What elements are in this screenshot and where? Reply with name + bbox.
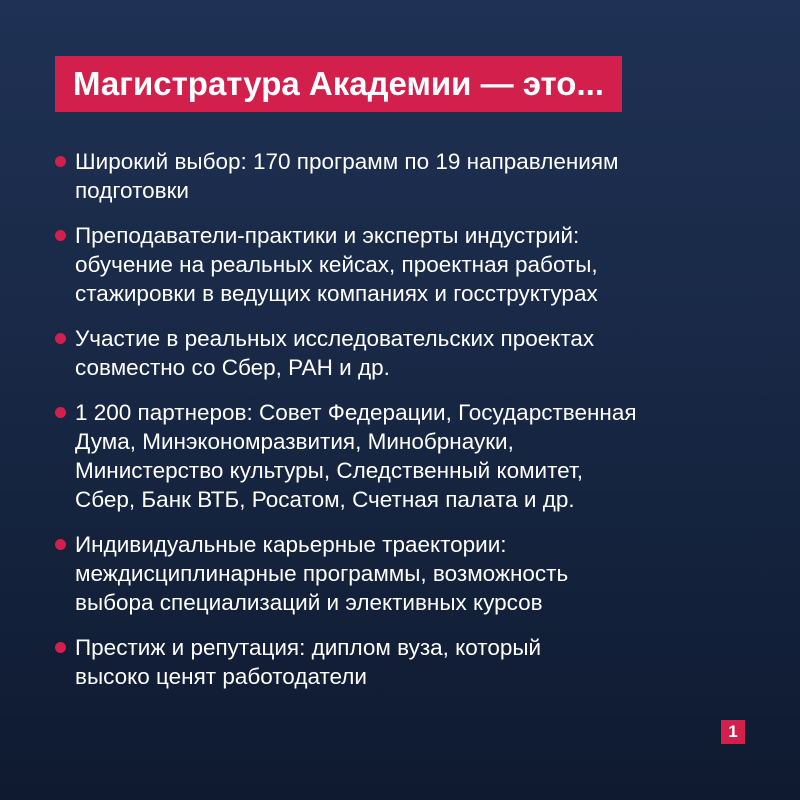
list-item [55,530,755,617]
page-title: Магистратура Академии — это... [73,65,604,102]
benefits-list [55,147,755,707]
list-item-text: Широкий выбор: 170 программ по 19 направлениям подготовки [75,149,619,203]
bullet-dot-icon [55,230,66,241]
list-item [55,221,755,308]
title-banner [55,56,622,112]
list-item [55,147,755,205]
list-item [55,324,755,382]
list-item-text: Участие в реальных исследовательских проектах совместно со Сбер, РАН и др. [75,326,595,380]
page-number-badge: 1 [721,720,745,744]
list-item-text: Престиж и репутация: диплом вуза, который высоко ценят работодатели [75,635,542,689]
list-item [55,398,755,514]
bullet-dot-icon [55,407,66,418]
list-item-text: Преподаватели-практики и эксперты индустрий: обучение на реальных кейсах, проектная работы, стажировки в ведущих компаниях и госструктурах [75,223,598,306]
list-item [55,633,755,691]
list-item-text: Индивидуальные карьерные траектории: междисциплинарные программы, возможность выбора специализаций и элективных курсов [75,532,569,615]
bullet-dot-icon [55,642,66,653]
list-item-text: 1 200 партнеров: Совет Федерации, Государственная Дума, Минэкономразвития, Минобрнауки, Министерство культуры, Следственный комитет, Сбер, Банк ВТБ, Росатом, Счетная палата и др. [75,400,637,512]
bullet-dot-icon [55,333,66,344]
bullet-dot-icon [55,539,66,550]
bullet-dot-icon [55,156,66,167]
